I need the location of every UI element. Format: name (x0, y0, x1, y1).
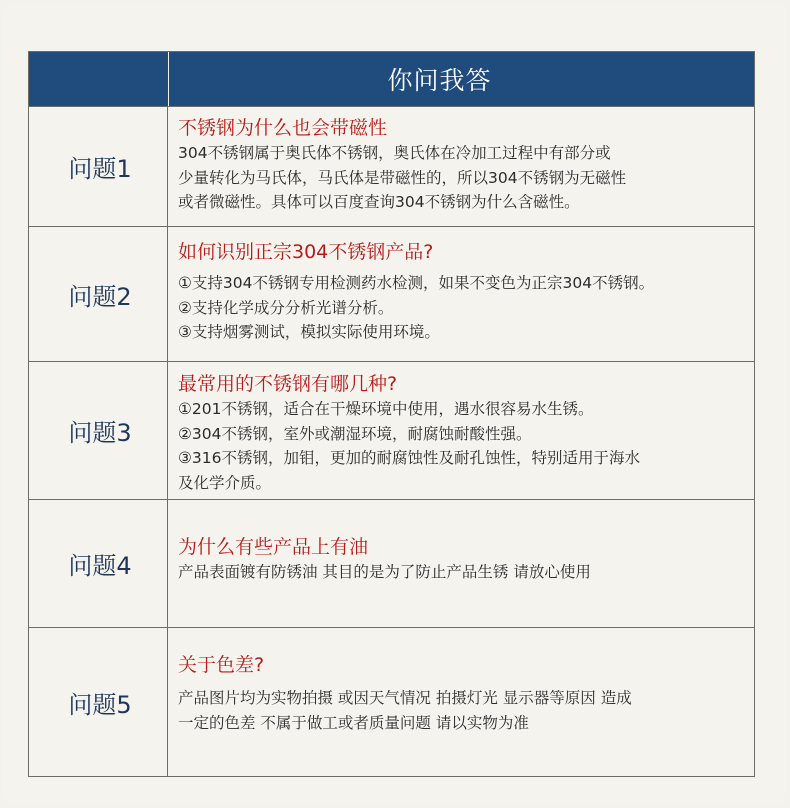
answer-line: 产品表面镀有防锈油 其目的是为了防止产品生锈 请放心使用 (178, 563, 591, 581)
question-content (168, 227, 754, 361)
faq-row (29, 362, 754, 500)
answer-line: 产品图片均为实物拍摄 或因天气情况 拍摄灯光 显示器等原因 造成 (178, 689, 632, 707)
faq-row (29, 500, 754, 628)
answer-line: ②304不锈钢，室外或潮湿环境，耐腐蚀耐酸性强。 (178, 424, 532, 443)
answer-line: 或者微磁性。具体可以百度查询304不锈钢为什么含磁性。 (178, 193, 580, 211)
question-text: 为什么有些产品上有油 (178, 536, 369, 558)
question-label: 问题3 (29, 362, 168, 499)
answer-line: 一定的色差 不属于做工或者质量问题 请以实物为准 (178, 713, 529, 732)
answer-line: 304不锈钢属于奥氏体不锈钢，奥氏体在冷加工过程中有部分或 (178, 144, 611, 162)
question-content (168, 628, 754, 776)
answer-line: 及化学介质。 (178, 473, 272, 492)
question-text: 不锈钢为什么也会带磁性 (178, 117, 388, 139)
question-text: 如何识别正宗304不锈钢产品? (178, 241, 434, 263)
answer-line: ③支持烟雾测试，模拟实际使用环境。 (178, 323, 440, 341)
answer-line: ①201不锈钢，适合在干燥环境中使用，遇水很容易水生锈。 (178, 400, 594, 418)
answer-line: ③316不锈钢，加钼，更加的耐腐蚀性及耐孔蚀性，特别适用于海水 (178, 449, 640, 467)
question-label: 问题2 (29, 227, 168, 361)
faq-row (29, 227, 754, 362)
header-left-cell (29, 52, 169, 106)
faq-header (29, 52, 754, 107)
faq-row (29, 628, 754, 776)
question-text: 关于色差? (178, 654, 265, 676)
faq-card (2, 2, 786, 804)
question-content (168, 107, 754, 226)
question-label: 问题1 (29, 107, 168, 226)
question-content (168, 500, 754, 627)
answer-line: ①支持304不锈钢专用检测药水检测，如果不变色为正宗304不锈钢。 (178, 274, 655, 292)
question-label: 问题4 (29, 500, 168, 627)
question-label: 问题5 (29, 628, 168, 776)
question-content (168, 362, 754, 499)
faq-row (29, 107, 754, 227)
answer-line: 少量转化为马氏体，马氏体是带磁性的，所以304不锈钢为无磁性 (178, 168, 627, 187)
question-text: 最常用的不锈钢有哪几种? (178, 373, 398, 395)
faq-title: 你问我答 (387, 66, 492, 95)
answer-line: ②支持化学成分分析光谱分析。 (178, 298, 394, 317)
faq-table (28, 51, 755, 777)
